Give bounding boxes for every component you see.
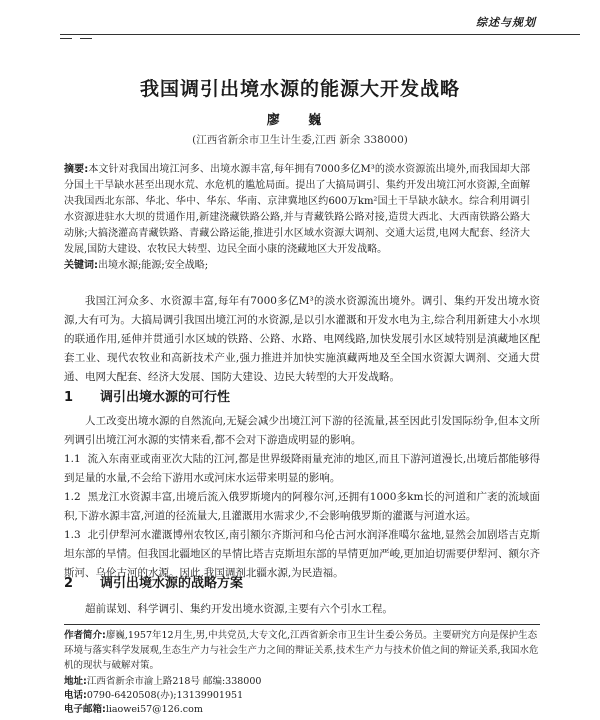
item-number: 1.1: [64, 453, 81, 465]
abstract-label: 摘要:: [64, 164, 89, 175]
address-label: 地址:: [64, 676, 87, 687]
column-tag: 综述与规划: [476, 16, 536, 29]
section-1-item: [64, 450, 540, 488]
phone-text: 0790-6420508(办);13139901951: [86, 690, 244, 701]
author-bio: [64, 628, 540, 673]
section-1-number: 1: [64, 390, 74, 405]
abstract-text: 本文针对我国出境江河多、出境水源丰富,每年拥有7000多亿M³的淡水资源流出境外,而我国却大部分国土干旱缺水甚至出现水荒、水危机的尴尬局面。提出了大搞局调引、集约开发出境江河水资源,全面解决我国西北东部、华北、华中、华东、华南、京津冀地区约600万km²国土干旱缺水缺水。综合利用调引水资源进驻水大坝的贯通作用,新建浇藏铁路公路,并与青藏铁路公路对接,造贯大西北、大西南铁路公路大动脉;大搞浇灌高青藏铁路、青藏公路运能,推进引水区域水资源大调剂、交通大运贯,电网大配套、经济大发展,国防大建设、农牧民大转型、边民全面小康的浇藏地区大开发战略。: [64, 164, 530, 255]
email-label: 电子邮箱:: [64, 704, 106, 715]
header-rule: [60, 34, 580, 35]
keywords-label: 关键词:: [64, 260, 98, 271]
section-1-title: 调引出境水源的可行性: [100, 390, 231, 405]
abstract: [64, 162, 530, 258]
item-text: 黑龙江水资源丰富,出境后流入俄罗斯境内的阿穆尔河,还拥有1000多km长的河道和广袤的流域面积,下游水源丰富,河道的径流量大,且灌溉用水需求少,不会影响俄罗斯的灌溉与河道水运。: [64, 491, 540, 522]
paper-author: 廖 巍: [266, 113, 334, 128]
item-text: 流入东南亚或南亚次大陆的江河,都是世界级降雨量充沛的地区,而且下游河道漫长,出境后都能够得到足量的水量,不会给下游用水或河床水运带来明显的影响。: [64, 453, 540, 484]
author-phone: [64, 688, 540, 703]
section-2-title: 调引出境水源的战略方案: [100, 576, 244, 591]
section-2-heading: [64, 572, 243, 591]
header-dash: [60, 38, 72, 39]
author-address: [64, 674, 540, 689]
address-text: 江西省新余市渝上路218号 邮编:338000: [86, 676, 262, 687]
bio-text: 廖巍,1957年12月生,男,中共党员,大专文化,江西省新余市卫生计生委公务员。主要研究方向是保护生态环境与落实科学发展观,生态生产力与社会生产力之间的辩证关系,技术生产力与技术价值之间的辩证关系,我国水危机的现状与破解对策。: [64, 630, 539, 671]
section-2-paragraph: 超前谋划、科学调引、集约开发出境水资源,主要有六个引水工程。: [85, 603, 393, 615]
item-text: 北引伊犁河水灌溉博州农牧区,南引额尔齐斯河和乌伦古河水润泽准噶尔盆地,显然会加剧塔吉克斯坦东部的旱情。但我国北疆地区的旱情比塔吉克斯坦东部的旱情更加严峻,更加迫切需要伊犁河、额尔齐斯河、乌伦古河的水源。因此,我国调剂北疆水源,为民造福。: [64, 529, 540, 579]
bio-label: 作者简介:: [64, 630, 106, 641]
keywords: [64, 258, 530, 274]
author-email: [64, 702, 540, 717]
header-dash: [80, 38, 92, 39]
section-2-number: 2: [64, 576, 74, 591]
footnote-rule: [64, 624, 540, 625]
item-number: 1.3: [64, 529, 81, 541]
intro-paragraph: 我国江河众多、水资源丰富,每年有7000多亿M³的淡水资源流出境外。调引、集约开发出境水资源,大有可为。大搞局调引我国出境江河的水资源,是以引水灌溉和开发水电为主,综合利用新建大小水坝的联通作用,延伸并贯通引水区域的铁路、公路、水路、电网线路,加快发展引水区域特别是滇藏地区配套工业、现代农牧业和高新技术产业,强力推进并加快实施滇藏两地及至全国水资源大调剂、交通大贯通、电网大配套、经济大发展、国防大建设、边民大转型的大开发战略。: [64, 295, 540, 383]
keywords-text: 出境水源;能源;安全战略;: [98, 260, 209, 271]
section-1-heading: [64, 386, 230, 405]
paper-affiliation: (江西省新余市卫生计生委,江西 新余 338000): [192, 134, 408, 146]
email-text: liaowei57@126.com: [105, 704, 203, 715]
section-1-paragraph: 人工改变出境水源的自然流向,无疑会减少出境江河下游的径流量,甚至因此引发国际纷争,但本文所列调引出境江河水源的实情来看,都不会对下游造成明显的影响。: [64, 415, 540, 446]
paper-title: 我国调引出境水源的能源大开发战略: [139, 78, 460, 100]
item-number: 1.2: [64, 491, 81, 503]
section-1-item: [64, 488, 540, 526]
phone-label: 电话:: [64, 690, 87, 701]
